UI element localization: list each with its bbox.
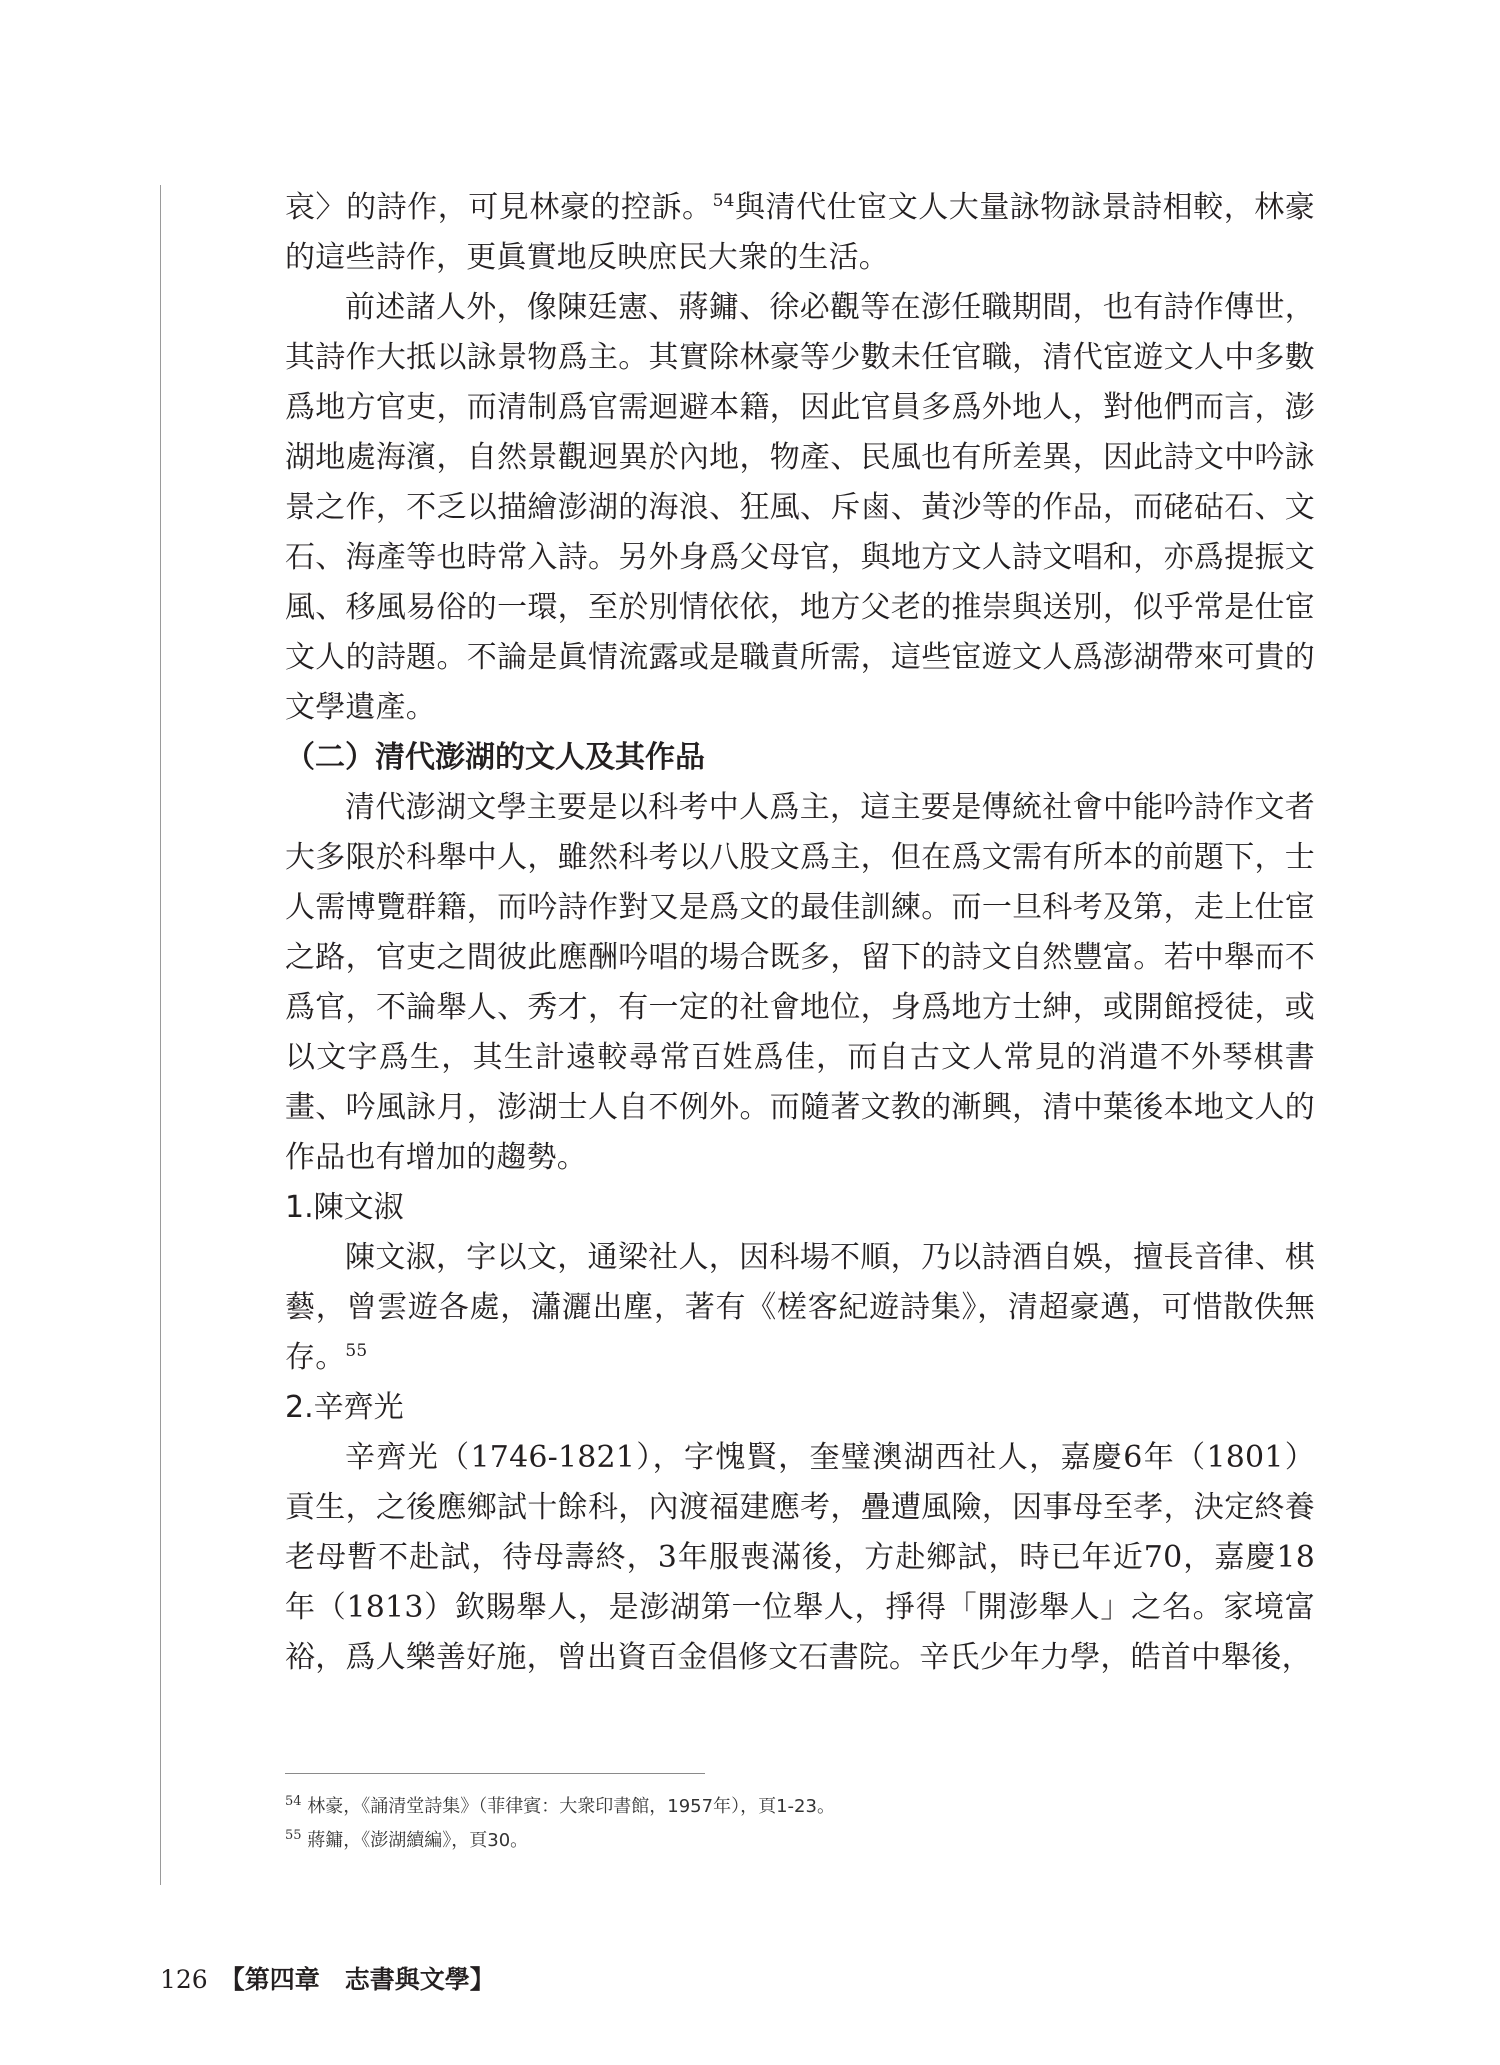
margin-rule — [160, 185, 161, 1885]
subheading-xin-qiguang: 2.辛齊光 — [285, 1390, 404, 1425]
footnote: $^{54}$ 林豪，《誦清堂詩集》（菲律賓：大衆印書館，1957年），頁1-23。 — [285, 1794, 835, 1817]
footnote-divider — [285, 1773, 705, 1774]
paragraph: 前述諸人外，像陳廷憲、蔣鏞、徐必觀等在澎任職期間，也有詩作傳世，其詩作大抵以詠景物爲主。其實除林豪等少數未任官職，清代宦遊文人中多數爲地方官吏，而清制爲官需迴避本籍，因此官員多爲外地人，對他們而言，澎湖地處海濱，自然景觀迥異於內地，物產、民風也有所差異，因此詩文中吟詠景之作，不乏以描繪澎湖的海浪、狂風、斥鹵、黃沙等的作品，而硓𥑮石、文石、海產等也時常入詩。另外身爲父母官，與地方文人詩文唱和，亦爲提振文風、移風易俗的一環，至於別情依依，地方父老的推崇與送別，似乎常是仕宦文人的詩題。不論是眞情流露或是職責所需，這些宦遊文人爲澎湖帶來可貴的文學遺產。 — [285, 290, 1315, 725]
footnote-ref-54: 54 — [712, 191, 735, 211]
page-number: 126 — [160, 1965, 208, 1994]
chapter-title: 【第四章 志書與文學】 — [219, 1965, 495, 1994]
main-text — [285, 183, 1315, 1683]
paragraph-continued: 哀〉的詩作，可見林豪的控訴。$^{54}$與清代仕宦文人大量詠物詠景詩相較，林豪的這些詩作，更眞實地反映庶民大衆的生活。 — [285, 190, 1315, 275]
subheading-chen-wenshu: 1.陳文淑 — [285, 1190, 404, 1225]
footnote: $^{55}$ 蔣鏞，《澎湖續編》，頁30。 — [285, 1828, 529, 1851]
footnotes — [285, 1787, 1315, 1855]
paragraph: 陳文淑，字以文，通梁社人，因科場不順，乃以詩酒自娛，擅長音律、棋藝，曾雲遊各處，瀟灑出塵，著有《槎客紀遊詩集》，清超豪邁，可惜散佚無存。$^{55}$ — [285, 1240, 1315, 1375]
footnote-ref-55: 55 — [345, 1341, 368, 1361]
page-footer — [160, 1960, 495, 1996]
paragraph: 辛齊光（1746-1821），字愧賢，奎璧澳湖西社人，嘉慶6年（1801）貢生，之後應鄉試十餘科，內渡福建應考，疊遭風險，因事母至孝，決定終養老母暫不赴試，待母壽終，3年服喪滿後，方赴鄉試，時已年近70，嘉慶18年（1813）欽賜舉人，是澎湖第一位舉人，掙得「開澎舉人」之名。家境富裕，爲人樂善好施，曾出資百金倡修文石書院。辛氏少年力學，皓首中舉後， — [285, 1440, 1315, 1675]
section-heading: （二）清代澎湖的文人及其作品 — [285, 740, 705, 775]
paragraph: 清代澎湖文學主要是以科考中人爲主，這主要是傳統社會中能吟詩作文者大多限於科舉中人，雖然科考以八股文爲主，但在爲文需有所本的前題下，士人需博覽群籍，而吟詩作對又是爲文的最佳訓練。而一旦科考及第，走上仕宦之路，官吏之間彼此應酬吟唱的場合既多，留下的詩文自然豐富。若中舉而不爲官，不論舉人、秀才，有一定的社會地位，身爲地方士紳，或開館授徒，或以文字爲生，其生計遠較尋常百姓爲佳，而自古文人常見的消遣不外琴棋書畫、吟風詠月，澎湖士人自不例外。而隨著文教的漸興，清中葉後本地文人的作品也有增加的趨勢。 — [285, 790, 1315, 1175]
